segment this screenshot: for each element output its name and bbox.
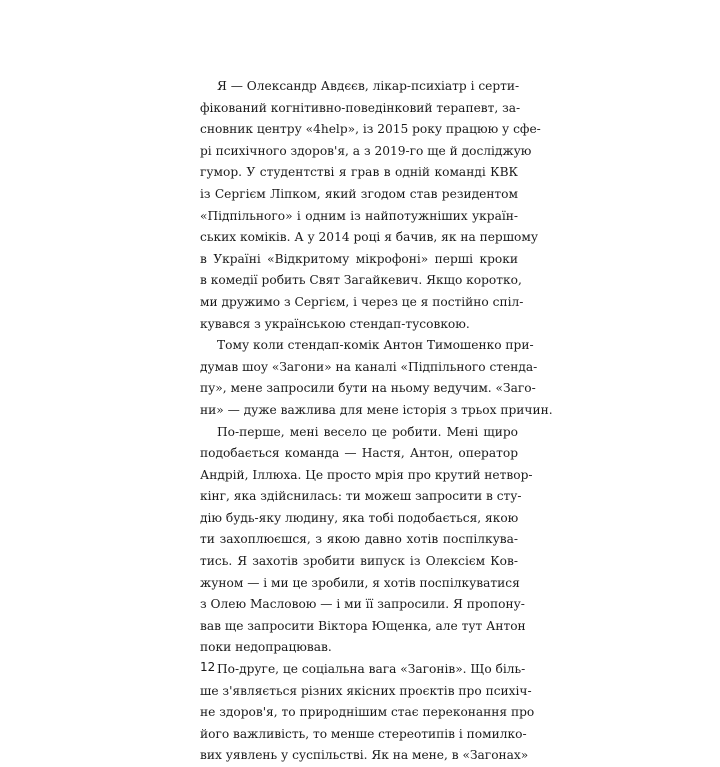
text-line: в комедії робить Свят Загайкевич. Якщо коротко, xyxy=(200,273,522,288)
text-line: в Україні «Відкритому мікрофоні» перші кроки xyxy=(200,251,518,266)
paragraph xyxy=(200,422,533,660)
text-line: фікований когнітивно-поведінковий терапевт, за- xyxy=(200,100,521,115)
text-line: ти захоплюєшся, з якою давно хотів поспілкува- xyxy=(200,532,518,547)
text-line: ських коміків. А у 2014 році я бачив, як на першому xyxy=(200,230,539,245)
text-line: думав шоу «Загони» на каналі «Підпільного стенда- xyxy=(200,359,538,374)
text-line: По-перше, мені весело це робити. Мені щиро xyxy=(217,424,518,439)
text-line: його важливість, то менше стереотипів і помилко- xyxy=(200,726,527,741)
text-line: пу», мене запросили бути на ньому ведучим. «Заго- xyxy=(200,381,536,396)
body-text xyxy=(200,76,553,767)
text-line: дію будь-яку людину, яка тобі подобається, якою xyxy=(200,510,519,525)
text-line: кувався з українською стендап-тусовкою. xyxy=(200,316,470,331)
text-line: кінг, яка здійснилась: ти можеш запросити в сту- xyxy=(200,489,522,504)
text-line: сновник центру «4help», із 2015 року працюю у сфе- xyxy=(200,122,541,137)
text-line: подобається команда — Настя, Антон, оператор xyxy=(200,446,518,461)
text-line: Я — Олександр Авдєєв, лікар-психіатр і серти- xyxy=(217,79,520,93)
text-line: поки недопрацював. xyxy=(200,640,332,655)
paragraph xyxy=(200,659,535,767)
text-line: вав ще запросити Віктора Ющенка, але тут Антон xyxy=(200,618,526,633)
text-line: не здоров'я, то природнішим стає переконання про xyxy=(200,705,535,720)
paragraph xyxy=(200,335,553,421)
text-line: По-друге, це соціальна вага «Загонів». Що біль- xyxy=(217,662,526,677)
text-line: із Сергієм Ліпком, який згодом став резидентом xyxy=(200,186,518,201)
text-line: «Підпільного» і одним із найпотужніших україн- xyxy=(200,208,518,223)
text-line: ни» — дуже важлива для мене історія з трьох причин. xyxy=(200,402,553,417)
text-line: рі психічного здоров'я, а з 2019-го ще й досліджую xyxy=(200,143,532,158)
paragraph xyxy=(200,76,541,335)
text-line: гумор. У студентстві я грав в одній команді КВК xyxy=(200,165,518,180)
text-line: Тому коли стендап-комік Антон Тимошенко при- xyxy=(217,338,534,353)
text-line: ше з'являється різних якісних проєктів про психіч- xyxy=(200,683,532,698)
text-line: Андрій, Іллюха. Це просто мрія про крутий нетвор- xyxy=(200,467,533,482)
text-line: жуном — і ми це зробили, я хотів поспілкуватися xyxy=(200,575,520,590)
text-line: тись. Я захотів зробити випуск із Олексієм Ков- xyxy=(200,554,518,569)
page-number: 12 xyxy=(200,660,216,674)
text-line: з Олею Масловою — і ми її запросили. Я пропону- xyxy=(200,597,525,612)
text-line: ми дружимо з Сергієм, і через це я постійно спіл- xyxy=(200,294,524,309)
text-line: вих уявлень у суспільстві. Як на мене, в «Загонах» xyxy=(200,748,529,763)
